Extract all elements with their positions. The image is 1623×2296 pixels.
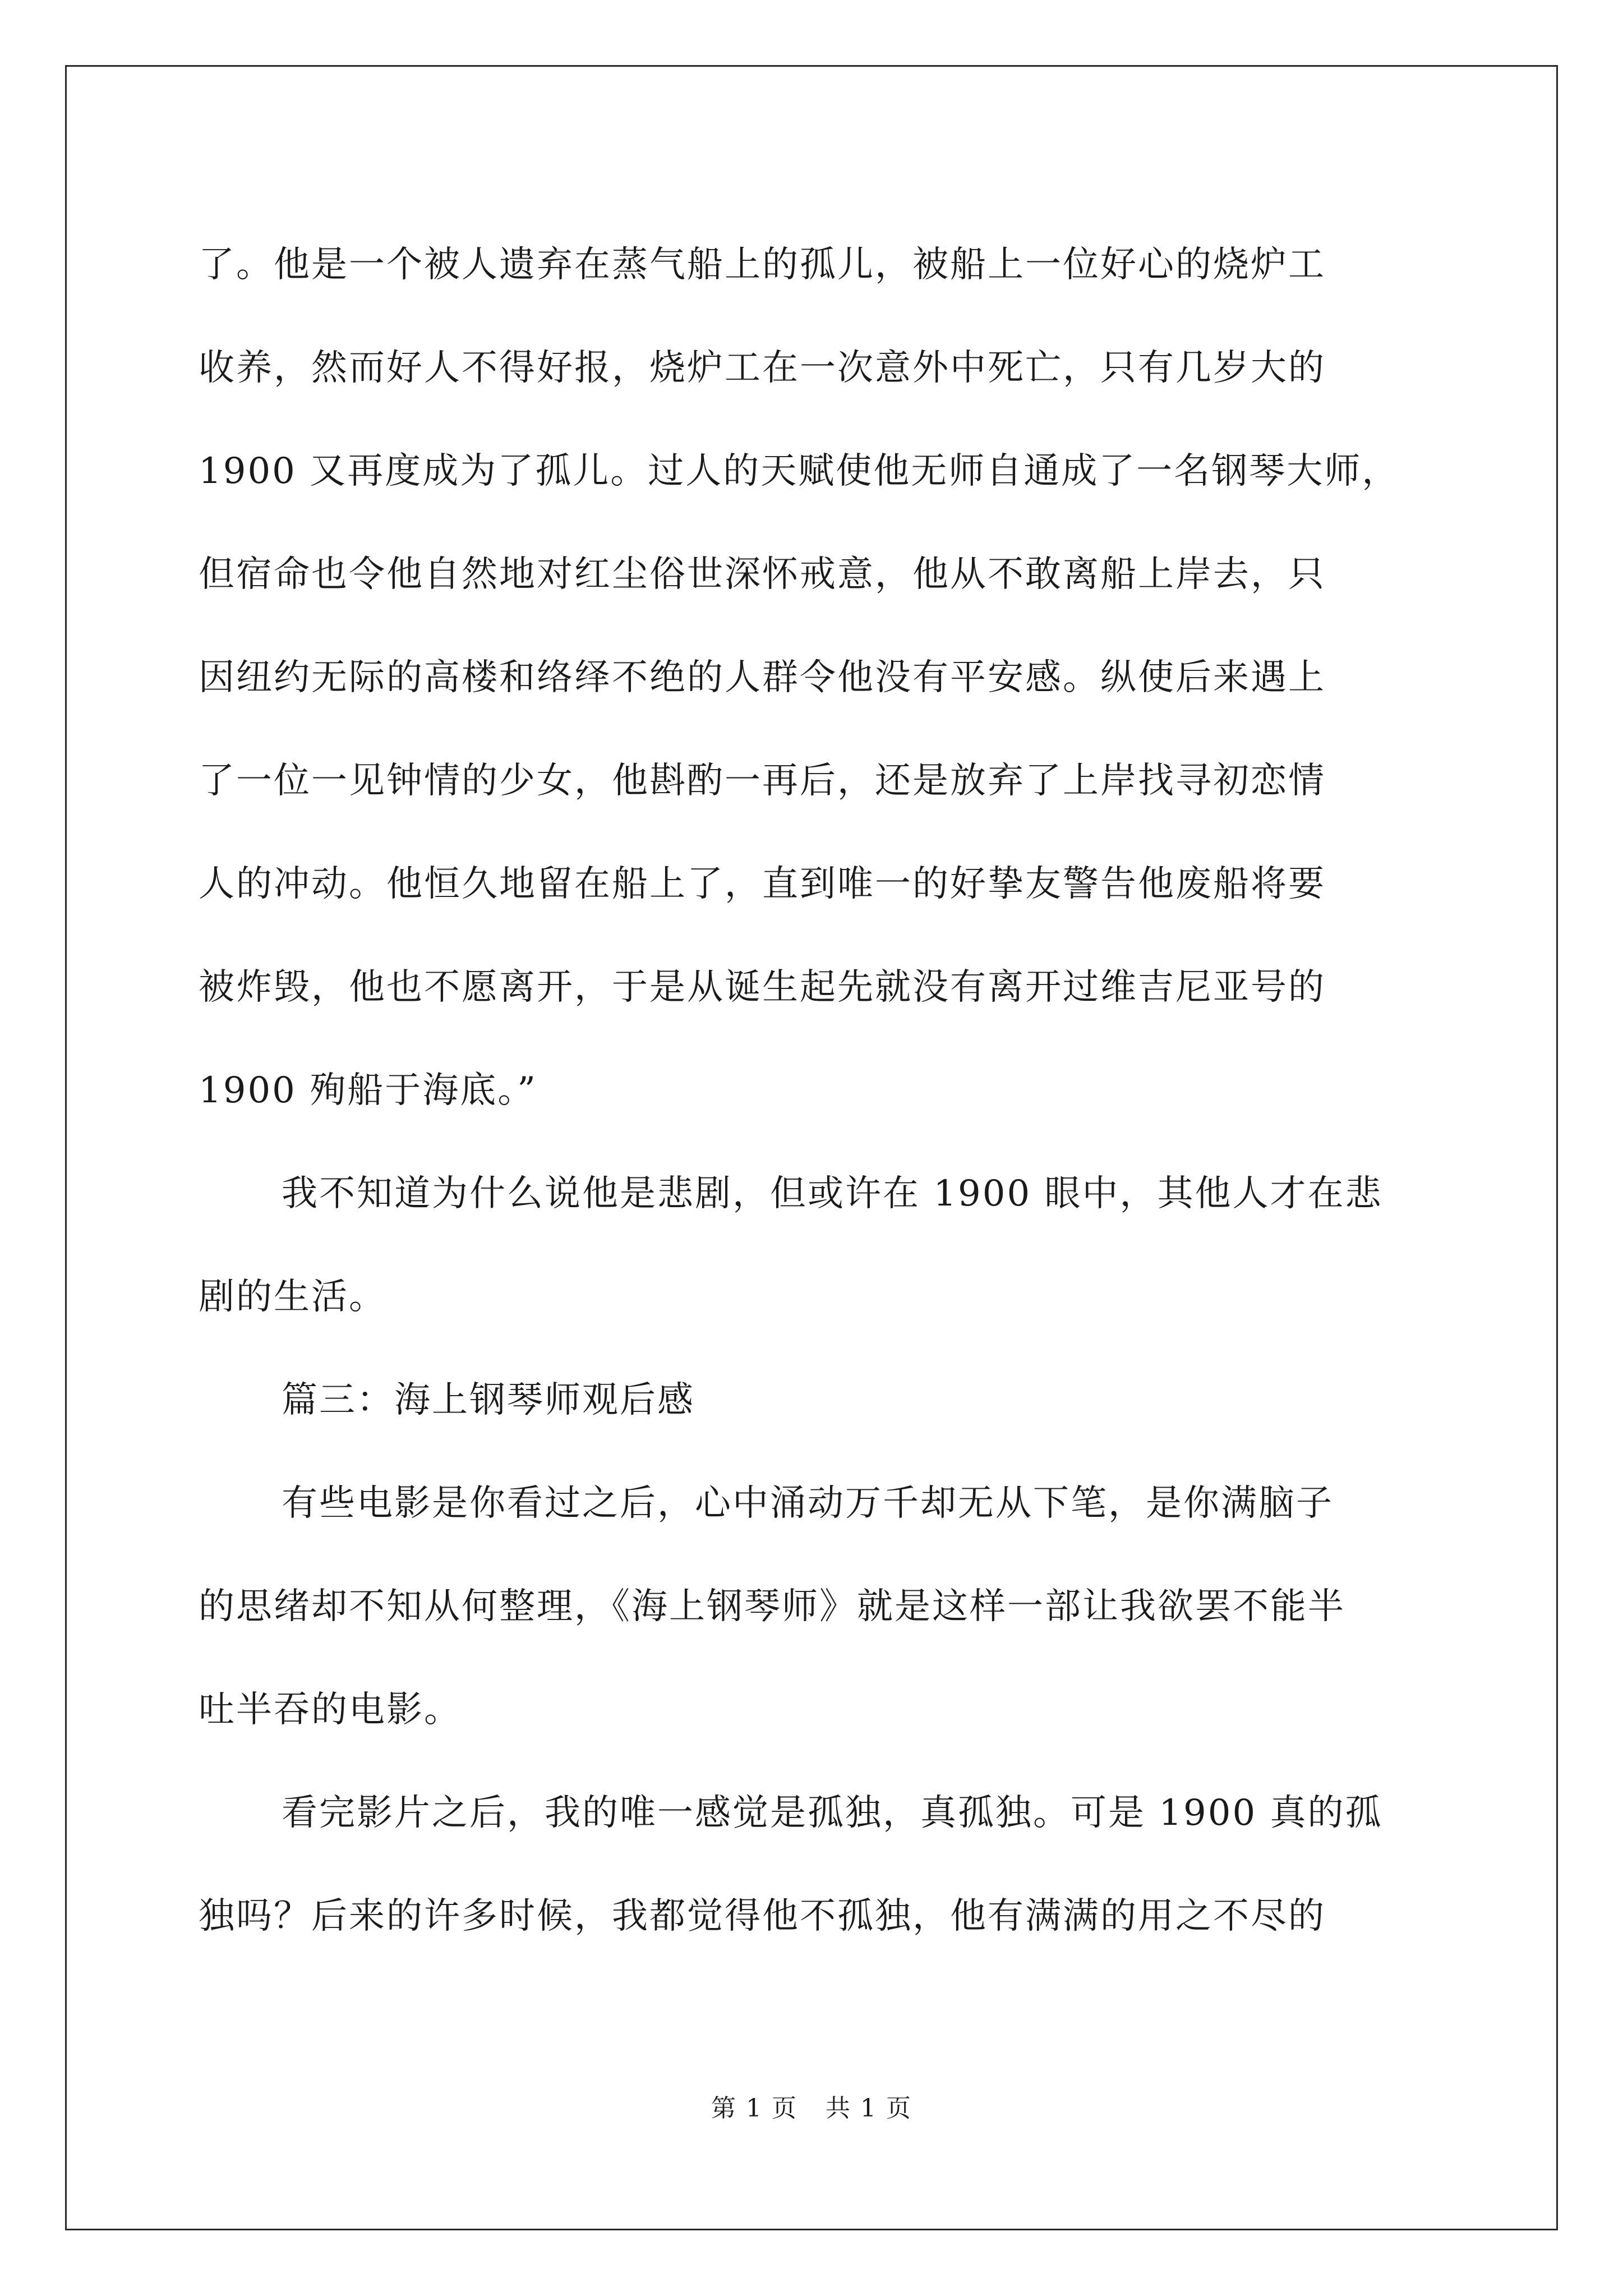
text-line: 收养，然而好人不得好报，烧炉工在一次意外中死亡，只有几岁大的 (199, 347, 1326, 389)
text-line: 剧的生活。 (199, 1276, 386, 1318)
page-number-current: 第 1 页 (711, 2094, 797, 2123)
text-line: 人的冲动。他恒久地留在船上了，直到唯一的好挚友警告他废船将要 (199, 863, 1326, 905)
section-heading (199, 1349, 1421, 1452)
text-line: 了。他是一个被人遗弃在蒸气船上的孤儿，被船上一位好心的烧炉工 (199, 244, 1326, 286)
text-line: 的思绪却不知从何整理，《海上钢琴师》就是这样一部让我欲罢不能半 (199, 1586, 1345, 1627)
text-line: 因纽约无际的高楼和络绎不绝的人群令他没有平安感。纵使后来遇上 (199, 657, 1326, 698)
text-line: 但宿命也令他自然地对红尘俗世深怀戒意，他从不敢离船上岸去，只 (199, 554, 1326, 595)
document-body (199, 213, 1421, 1968)
page-number-total: 共 1 页 (826, 2094, 912, 2123)
text-line: 有些电影是你看过之后，心中涌动万千却无从下笔，是你满脑子 (282, 1483, 1334, 1524)
text-line: 1900 又再度成为了孤儿。过人的天赋使他无师自通成了一名钢琴大师， (199, 450, 1400, 492)
text-line: 看完影片之后，我的唯一感觉是孤独，真孤独。可是 1900 真的孤 (282, 1792, 1383, 1834)
text-line: 吐半吞的电影。 (199, 1689, 462, 1731)
page-footer (0, 2088, 1623, 2124)
text-line: 我不知道为什么说他是悲剧，但或许在 1900 眼中，其他人才在悲 (282, 1173, 1383, 1214)
paragraph (199, 213, 1421, 1142)
paragraph (199, 1761, 1421, 1968)
text-line: 了一位一见钟情的少女，他斟酌一再后，还是放弃了上岸找寻初恋情 (199, 760, 1326, 802)
paragraph (199, 1142, 1421, 1349)
text-line: 1900 殉船于海底。” (199, 1070, 537, 1111)
text-line: 独吗？后来的许多时候，我都觉得他不孤独，他有满满的用之不尽的 (199, 1895, 1326, 1937)
heading-text: 篇三：海上钢琴师观后感 (282, 1379, 695, 1421)
text-line: 被炸毁，他也不愿离开，于是从诞生起先就没有离开过维吉尼亚号的 (199, 967, 1326, 1008)
paragraph (199, 1452, 1421, 1761)
